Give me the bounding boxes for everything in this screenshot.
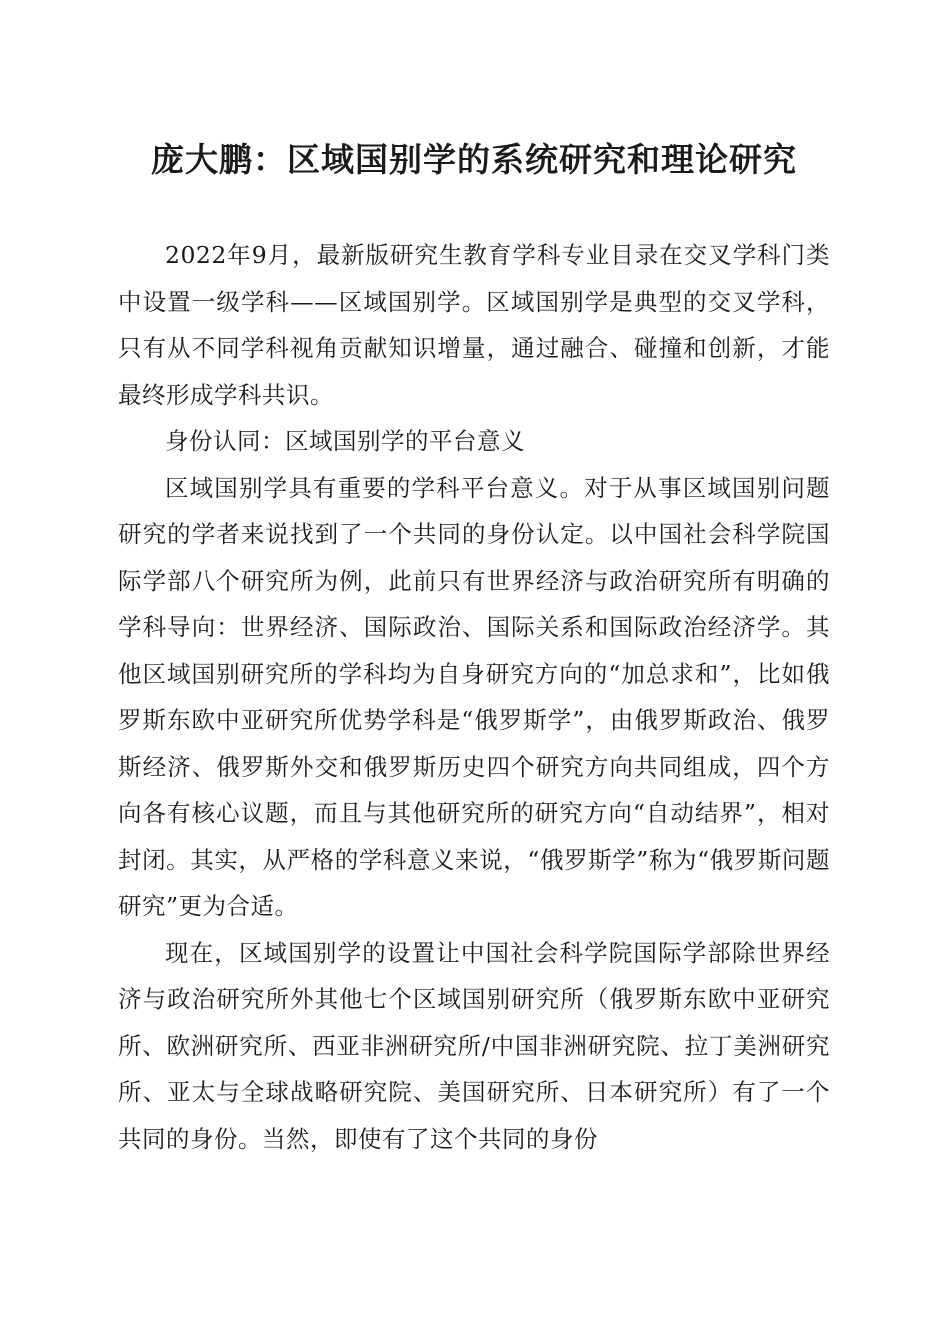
paragraph-platform: 区域国别学具有重要的学科平台意义。对于从事区域国别问题研究的学者来说找到了一个共同的身份认定。以中国社会科学院国际学部八个研究所为例，此前只有世界经济与政治研究所有明确的学科导向：世界经济、国际政治、国际关系和国际政治经济学。其他区域国别研究所的学科均为自身研究方向的“加总求和”，比如俄罗斯东欧中亚研究所优势学科是“俄罗斯学”，由俄罗斯政治、俄罗斯经济、俄罗斯外交和俄罗斯历史四个研究方向共同组成，四个方向各有核心议题，而且与其他研究所的研究方向“自动结界”，相对封闭。其实，从严格的学科意义来说，“俄罗斯学”称为“俄罗斯问题研究”更为合适。 — [118, 473, 830, 920]
document-body — [118, 232, 830, 1162]
paragraph-intro: 2022年9月，最新版研究生教育学科专业目录在交叉学科门类中设置一级学科——区域国别学。区域国别学是典型的交叉学科，只有从不同学科视角贡献知识增量，通过融合、碰撞和创新，才能最终形成学科共识。 — [118, 241, 830, 409]
document-title: 庞大鹏：区域国别学的系统研究和理论研究 — [151, 140, 797, 179]
paragraph-current: 现在，区域国别学的设置让中国社会科学院国际学部除世界经济与政治研究所外其他七个区域国别研究所（俄罗斯东欧中亚研究所、欧洲研究所、西亚非洲研究所/中国非洲研究院、拉丁美洲研究所、亚太与全球战略研究院、美国研究所、日本研究所）有了一个共同的身份。当然，即使有了这个共同的身份 — [118, 938, 830, 1153]
section-heading: 身份认同：区域国别学的平台意义 — [165, 427, 525, 455]
